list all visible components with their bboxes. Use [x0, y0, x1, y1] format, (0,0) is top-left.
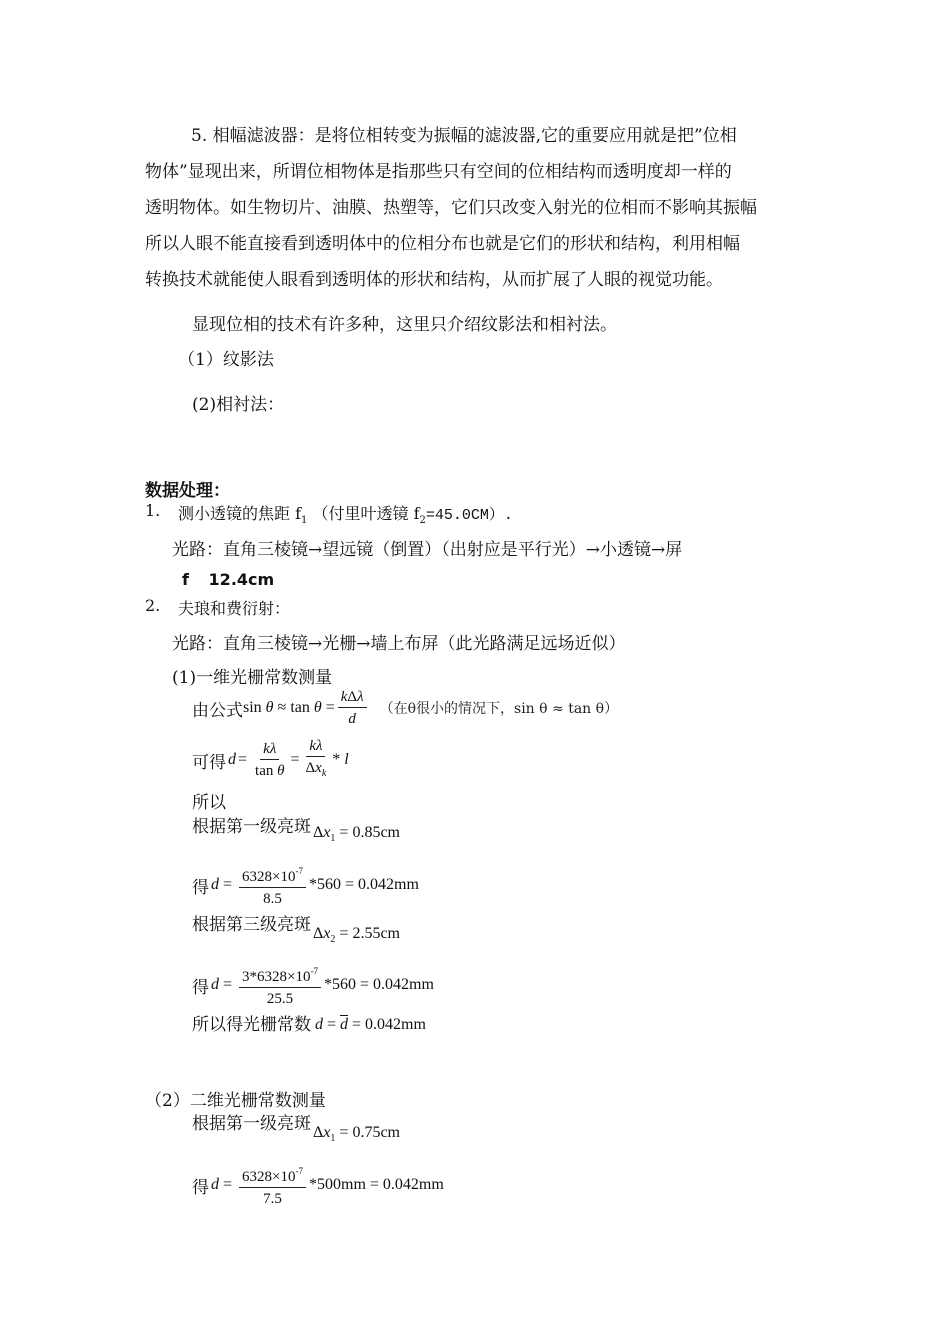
item1-optical-path: 光路：直角三棱镜→望远镜（倒置）（出射应是平行光）→小透镜→屏: [172, 540, 683, 560]
formula-sin-tan: 由公式 sin θ ≈ tan θ = $\frac{\text{kΔλ}}{d}$ （在θ很小的情况下，sin θ ≈ tan θ）: [192, 689, 619, 727]
formula-grating-constant: 可得 d = $\frac{k\lambda}{\text{tan θ}}$ = $\frac{k\lambda}{\Delta x_k}$ * l: [192, 738, 349, 779]
subsection-2d-grating: （2）二维光栅常数测量: [145, 1091, 326, 1111]
grating-constant-result: 所以得光栅常数 $d = \overline{d} = 0.042mm$: [192, 1015, 426, 1035]
intro-line: 5. 相幅滤波器：是将位相转变为振幅的滤波器,它的重要应用就是把”位相: [191, 126, 737, 146]
calc-2d-grating: 得 d = $\frac{6328\times 10^{-7}}{7.5}$ *500mm = 0.042mm: [192, 1162, 444, 1208]
item1-number: 1.: [145, 501, 161, 520]
method-phase-contrast: (2)相衬法：: [192, 395, 285, 415]
subsection-1d-grating: (1)一维光栅常数测量: [172, 668, 333, 688]
method-schlieren: （1）纹影法: [178, 350, 274, 370]
first-order-measure-2d: 根据第一级亮斑 $\Delta x_1 = 0.75cm$: [192, 1114, 400, 1144]
item1-text: 测小透镜的焦距 $f_1$ （付里叶透镜 $f_2=45.0CM$）.: [178, 504, 513, 526]
intro-line: 透明物体。如生物切片、油膜、热塑等，它们只改变入射光的位相而不影响其振幅: [145, 198, 757, 218]
calc-first-order: 得 d = $\frac{6328\times 10^{-7}}{8.5}$ *560 = 0.042mm: [192, 862, 419, 908]
intro-paragraph: [145, 118, 810, 298]
calc-third-order: 得 d = $\frac{3*6328\times 10^{-7}}{25.5}$ *560 = 0.042mm: [192, 962, 434, 1008]
intro-line: 所以人眼不能直接看到透明体中的位相分布也就是它们的形状和结构，利用相幅: [145, 234, 740, 254]
first-order-measure: 根据第一级亮斑 $\Delta x_1 = 0.85cm$: [192, 817, 400, 844]
item2-number: 2.: [145, 596, 161, 615]
intro-line: 转换技术就能使人眼看到透明体的形状和结构，从而扩展了人眼的视觉功能。: [145, 270, 723, 290]
intro-line: 物体”显现出来，所谓位相物体是指那些只有空间的位相结构而透明度却一样的: [145, 162, 732, 182]
focal-length: f 12.4cm: [182, 570, 275, 589]
methods-intro: 显现位相的技术有许多种，这里只介绍纹影法和相衬法。: [192, 315, 617, 335]
so-label: 所以: [192, 793, 226, 813]
section-title: 数据处理：: [145, 481, 230, 501]
third-order-measure: 根据第三级亮斑 $\Delta x_2 = 2.55cm$: [192, 915, 400, 945]
item2-text: 夫琅和费衍射：: [178, 599, 291, 618]
item2-optical-path: 光路：直角三棱镜→光栅→墙上布屏（此光路满足远场近似）: [172, 634, 626, 654]
